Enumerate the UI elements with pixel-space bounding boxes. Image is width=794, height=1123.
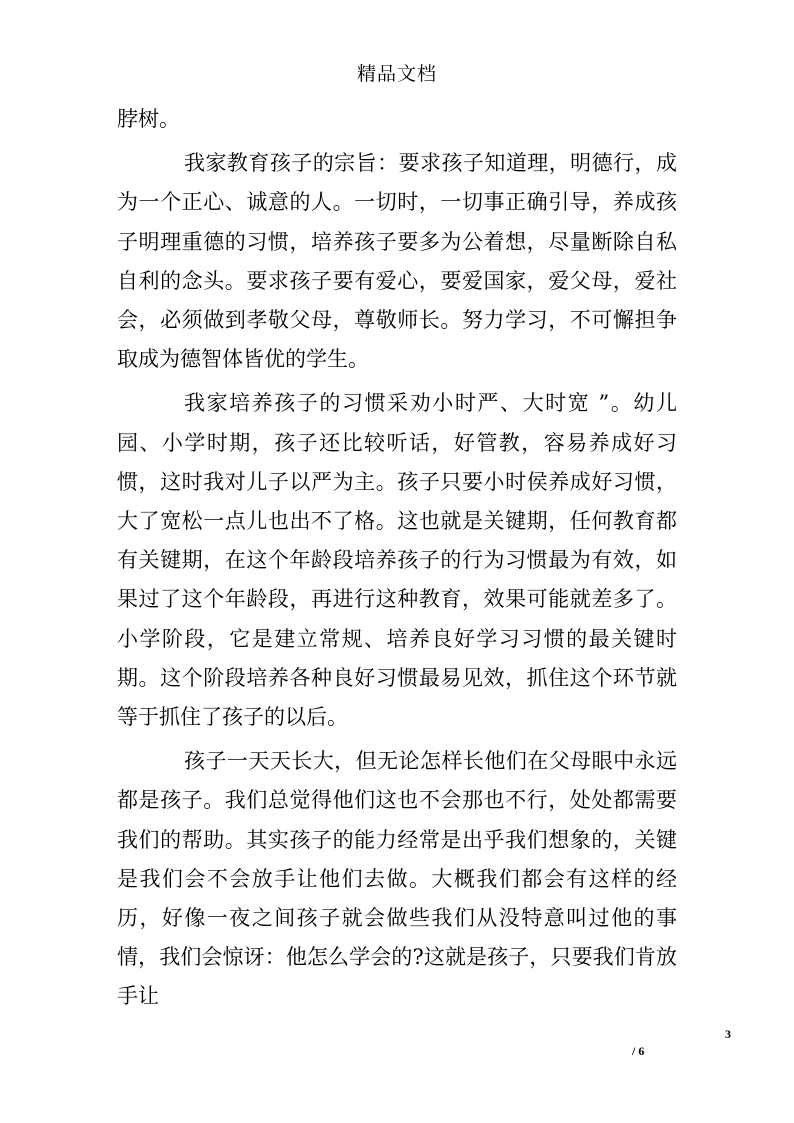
page-number: 3 [725, 1027, 731, 1041]
paragraph-continuation: 脖树。 [117, 107, 180, 131]
page-total: / 6 [632, 1044, 645, 1058]
page-header-title: 精品文档 [356, 63, 437, 85]
document-body [117, 100, 677, 1017]
paragraph-education-goals: 我家教育孩子的宗旨：要求孩子知道理，明德行，成为一个正心、诚意的人。一切时，一切事正确引导，养成孩子明理重德的习惯，培养孩子要多为公着想，尽量断除自私自利的念头。要求孩子要有爱心，要爱国家，爱父母，爱社会，必须做到孝敬父母，尊敬师长。努力学习，不可懈担争取成为德智体皆优的学生。 [117, 151, 677, 372]
paragraph-letting-go: 孩子一天天长大，但无论怎样长他们在父母眼中永远都是孩子。我们总觉得他们这也不会那也不行，处处都需要我们的帮助。其实孩子的能力经常是出乎我们想象的，关键是我们会不会放手让他们去做。大概我们都会有这样的经历，好像一夜之间孩子就会做些我们从没特意叫过他的事情，我们会惊讶：他怎么学会的?这就是孩子，只要我们肯放手让 [117, 749, 677, 1009]
paragraph-habit-training: 我家培养孩子的习惯采劝小时严、大时宽 ”。幼儿园、小学时期，孩子还比较听话，好管教，容易养成好习惯，这时我对儿子以严为主。孩子只要小时侯养成好习惯，大了宽松一点儿也出不了格。这也就是关键期，任何教育都有关键期，在这个年龄段培养孩子的行为习惯最为有效，如果过了这个年龄段，再进行这种教育，效果可能就差多了。小学阶段，它是建立常规、培养良好学习习惯的最关键时期。这个阶段培养各种良好习惯最易见效，抓住这个环节就等于抓住了孩子的以后。 [117, 391, 677, 730]
